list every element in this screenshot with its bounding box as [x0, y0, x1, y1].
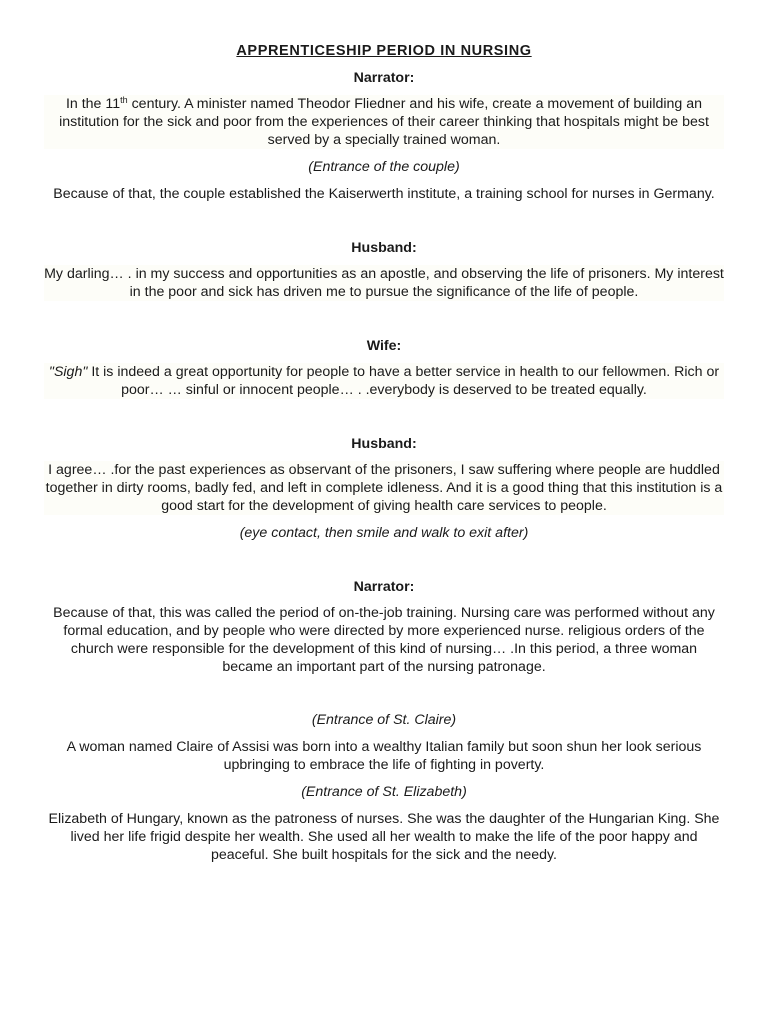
narration-text-prefix: In the 11 [65, 96, 121, 112]
speaker-wife: Wife: [366, 338, 402, 354]
husband-line-1: My darling… . in my success and opportunities as an apostle, and observing the life of prisoners. My interest in the poor and sick has driven me to pursue the significance of the life of people. [44, 266, 724, 300]
stage-direction-exit: (eye contact, then smile and walk to exit after) [239, 525, 529, 541]
narration-paragraph-elizabeth: Elizabeth of Hungary, known as the patroness of nurses. She was the daughter of the Hungarian King. She lived her life frigid despite her wealth. She used all her wealth to make the life of the poor happy and peaceful. She built hospitals for the sick and the needy. [48, 811, 720, 863]
narration-paragraph-claire: A woman named Claire of Assisi was born into a wealthy Italian family but soon shun her look serious upbringing to embrace the life of fighting in poverty. [66, 739, 702, 773]
stage-direction-st-elizabeth: (Entrance of St. Elizabeth) [301, 784, 467, 800]
wife-line [44, 363, 724, 399]
speaker-narrator-1: Narrator: [353, 70, 415, 86]
narration-paragraph-1 [44, 95, 724, 149]
ordinal-suffix: th [120, 95, 128, 105]
narration-paragraph-3: Because of that, this was called the period of on-the-job training. Nursing care was performed without any formal education, and by people who were directed by more experienced nurse. religious orders of the church were responsible for the development of this kind of nursing… .In this period, a three woman became an important part of the nursing patronage. [53, 605, 715, 675]
stage-direction-couple: (Entrance of the couple) [308, 159, 460, 175]
stage-direction-st-claire: (Entrance of St. Claire) [311, 712, 457, 728]
wife-line-text: It is indeed a great opportunity for people to have a better service in health to our fellowmen. Rich or poor… … sinful or innocent people… . .everybody is deserved to be treated equally. [87, 364, 720, 398]
speaker-husband-2: Husband: [351, 436, 417, 452]
document-title: APPRENTICESHIP PERIOD IN NURSING [236, 43, 532, 59]
narration-paragraph-2: Because of that, the couple established the Kaiserwerth institute, a training school for nurses in Germany. [53, 186, 715, 202]
husband-line-2: I agree… .for the past experiences as observant of the prisoners, I saw suffering where people are huddled together in dirty rooms, badly fed, and left in complete idleness. And it is a good thing that this institution is a good start for the development of giving health care services to people. [45, 462, 723, 514]
speaker-husband-1: Husband: [351, 240, 417, 256]
narration-text-rest: century. A minister named Theodor Fliedner and his wife, create a movement of building an institution for the sick and poor from the experiences of their career thinking that hospitals might be best served by a specially trained woman. [59, 96, 709, 148]
wife-sigh: "Sigh" [48, 364, 88, 380]
speaker-narrator-2: Narrator: [353, 579, 415, 595]
